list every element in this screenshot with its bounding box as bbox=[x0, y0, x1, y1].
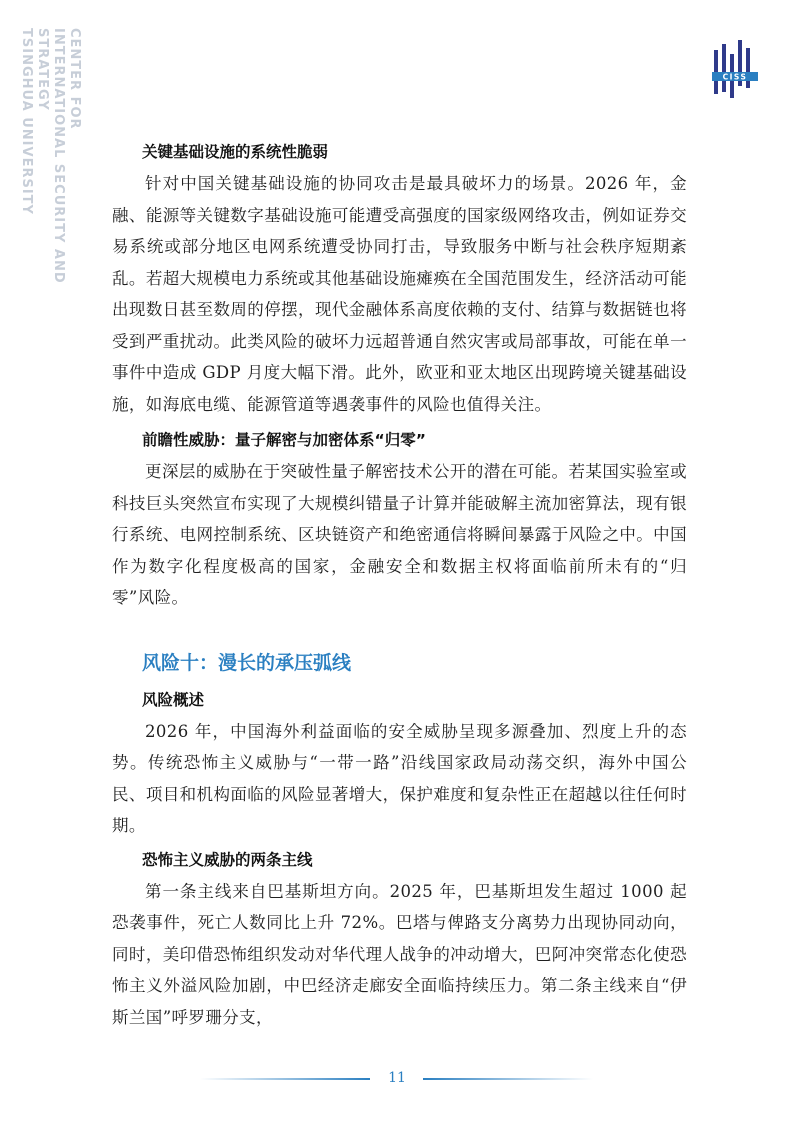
sidebar-line: CENTER FOR bbox=[67, 28, 82, 130]
main-content bbox=[112, 142, 687, 1033]
sidebar-line: INTERNATIONAL SECURITY AND STRATEGY bbox=[35, 28, 66, 284]
section-paragraph: 更深层的威胁在于突破性量子解密技术公开的潜在可能。若某国实验室或科技巨头突然宣布实现了大规模纠错量子计算并能破解主流加密算法，现有银行系统、电网控制系统、区块链资产和绝密通信将瞬间暴露于风险之中。中国作为数字化程度极高的国家，金融安全和数据主权将面临前所未有的“归零”风险。 bbox=[112, 462, 687, 607]
section-heading: 恐怖主义威胁的两条主线 bbox=[142, 850, 313, 869]
vertical-institution-name bbox=[18, 28, 82, 348]
ciss-logo bbox=[712, 40, 758, 100]
section-paragraph: 2026 年，中国海外利益面临的安全威胁呈现多源叠加、烈度上升的态势。传统恐怖主义威胁与“一带一路”沿线国家政局动荡交织，海外中国公民、项目和机构面临的风险显著增大，保护难度和复杂性正在超越以往任何时期。 bbox=[112, 721, 687, 835]
logo-text: CISS bbox=[722, 72, 748, 82]
footer-divider-right bbox=[423, 1078, 593, 1080]
page-footer bbox=[0, 1070, 794, 1090]
sidebar-line: TSINGHUA UNIVERSITY bbox=[19, 28, 34, 215]
footer-divider-left bbox=[200, 1078, 370, 1080]
risk-title: 风险十：漫长的承压弧线 bbox=[142, 651, 352, 674]
section-heading: 前瞻性威胁：量子解密与加密体系“归零” bbox=[142, 431, 426, 449]
section-heading: 关键基础设施的系统性脆弱 bbox=[142, 143, 329, 161]
section-paragraph: 针对中国关键基础设施的协同攻击是最具破坏力的场景。2026 年，金融、能源等关键数字基础设施可能遭受高强度的国家级网络攻击，例如证券交易系统或部分地区电网系统遭受协同打击，导致服务中断与社会秩序短期紊乱。若超大规模电力系统或其他基础设施瘫痪在全国范围发生，经济活动可能出现数日甚至数周的停摆，现代金融体系高度依赖的支付、结算与数据链也将受到严重扰动。此类风险的破坏力远超普通自然灾害或局部事故，可能在单一事件中造成 GDP 月度大幅下滑。此外，欧亚和亚太地区出现跨境关键基础设施，如海底电缆、能源管道等遇袭事件的风险也值得关注。 bbox=[112, 174, 687, 414]
section-heading: 风险概述 bbox=[142, 690, 205, 709]
page-number: 11 bbox=[388, 1070, 406, 1086]
section-paragraph: 第一条主线来自巴基斯坦方向。2025 年，巴基斯坦发生超过 1000 起恐袭事件，死亡人数同比上升 72%。巴塔与俾路支分离势力出现协同动向，同时，美印借恐怖组织发动对华代理人战争的冲动增大，巴阿冲突常态化使恐怖主义外溢风险加剧，中巴经济走廊安全面临持续压力。第二条主线来自“伊斯兰国”呼罗珊分支， bbox=[112, 881, 687, 1027]
